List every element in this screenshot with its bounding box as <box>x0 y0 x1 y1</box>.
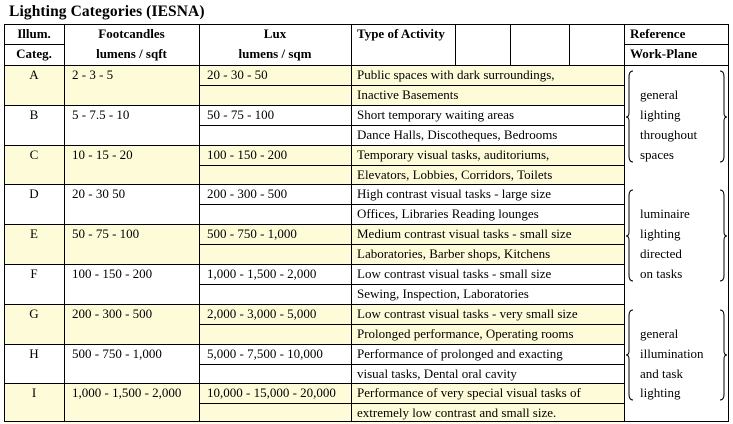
activity-line: Public spaces with dark surroundings, <box>357 67 555 82</box>
category-divider <box>4 105 625 106</box>
footcandles-value: 500 - 750 - 1,000 <box>72 346 162 361</box>
reference-text: and task <box>640 366 683 381</box>
subrow-divider <box>199 244 625 245</box>
table-bottom-border <box>4 421 729 422</box>
category-divider <box>4 264 625 265</box>
activity-line: visual tasks, Dental oral cavity <box>357 366 517 381</box>
header-grid-line <box>455 24 456 66</box>
header-activity: Type of Activity <box>357 26 445 41</box>
footcandles-value: 20 - 30 50 <box>72 186 126 201</box>
activity-line: Prolonged performance, Operating rooms <box>357 326 574 341</box>
header-bottom-border <box>4 65 729 66</box>
subrow-divider <box>199 204 625 205</box>
header-work-plane: Work-Plane <box>630 46 698 61</box>
activity-line: Performance of prolonged and exacting <box>357 346 563 361</box>
subrow-divider <box>199 85 625 86</box>
reference-text: general <box>640 87 679 102</box>
activity-line: Temporary visual tasks, auditoriums, <box>357 147 550 162</box>
subrow-divider <box>199 324 625 325</box>
header-illum: Illum. <box>17 26 51 41</box>
table-top-border <box>4 24 729 25</box>
activity-line: Sewing, Inspection, Laboratories <box>357 286 529 301</box>
activity-line: Laboratories, Barber shops, Kitchens <box>357 246 551 261</box>
header-divider <box>624 44 729 45</box>
reference-text: lighting <box>640 226 681 241</box>
category-letter: H <box>29 346 39 361</box>
category-letter: C <box>29 147 39 162</box>
lux-value: 2,000 - 3,000 - 5,000 <box>207 306 317 321</box>
subrow-divider <box>199 165 625 166</box>
header-footcandles: Footcandles <box>98 26 165 41</box>
activity-line: Dance Halls, Discotheques, Bedrooms <box>357 127 558 142</box>
category-divider <box>4 145 625 146</box>
table-title: Lighting Categories (IESNA) <box>9 3 205 20</box>
category-divider <box>4 184 625 185</box>
category-divider <box>4 224 625 225</box>
activity-line: extremely low contrast and small size. <box>357 405 557 420</box>
header-lux: Lux <box>263 26 287 41</box>
reference-text: general <box>640 326 679 341</box>
category-divider <box>4 304 625 305</box>
header-grid-line <box>569 24 570 66</box>
category-letter: E <box>30 226 38 241</box>
lux-value: 200 - 300 - 500 <box>207 186 288 201</box>
lux-value: 100 - 150 - 200 <box>207 147 288 162</box>
activity-line: High contrast visual tasks - large size <box>357 186 551 201</box>
table-right-border <box>728 24 729 422</box>
activity-line: Elevators, Lobbies, Corridors, Toilets <box>357 167 553 182</box>
table-left-border <box>4 24 5 422</box>
reference-text: illumination <box>640 346 704 361</box>
activity-line: Medium contrast visual tasks - small size <box>357 226 572 241</box>
header-reference: Reference <box>630 26 686 41</box>
lux-value: 1,000 - 1,500 - 2,000 <box>207 266 317 281</box>
category-divider <box>4 344 625 345</box>
footcandles-value: 50 - 75 - 100 <box>72 226 140 241</box>
category-letter: B <box>29 107 39 122</box>
subrow-divider <box>199 403 625 404</box>
category-letter: A <box>29 67 39 82</box>
category-letter: D <box>29 186 39 201</box>
footcandles-value: 1,000 - 1,500 - 2,000 <box>72 385 182 400</box>
footcandles-value: 100 - 150 - 200 <box>72 266 153 281</box>
activity-line: Performance of very special visual tasks of <box>357 385 581 400</box>
footcandles-value: 5 - 7.5 - 10 <box>72 107 130 122</box>
category-letter: F <box>30 266 38 281</box>
column-divider <box>351 24 352 422</box>
activity-line: Low contrast visual tasks - very small size <box>357 306 578 321</box>
reference-text: directed <box>640 246 682 261</box>
lux-value: 50 - 75 - 100 <box>207 107 275 122</box>
header-grid-line <box>510 24 511 66</box>
column-divider <box>64 24 65 422</box>
activity-line: Inactive Basements <box>357 87 459 102</box>
bracket-left <box>625 24 637 421</box>
category-letter: G <box>29 306 39 321</box>
footcandles-value: 10 - 15 - 20 <box>72 147 133 162</box>
subrow-divider <box>199 284 625 285</box>
subrow-divider <box>199 125 625 126</box>
lux-value: 20 - 30 - 50 <box>207 67 268 82</box>
activity-line: Short temporary waiting areas <box>357 107 515 122</box>
header-categ: Categ. <box>16 46 52 61</box>
subrow-divider <box>199 364 625 365</box>
bracket-right <box>716 24 728 421</box>
header-lux-units: lumens / sqm <box>238 46 312 61</box>
activity-line: Low contrast visual tasks - small size <box>357 266 552 281</box>
reference-text: spaces <box>640 147 674 162</box>
lux-value: 500 - 750 - 1,000 <box>207 226 297 241</box>
category-letter: I <box>31 385 37 400</box>
footcandles-value: 2 - 3 - 5 <box>72 67 114 82</box>
reference-text: throughout <box>640 127 698 142</box>
header-fc-units: lumens / sqft <box>96 46 167 61</box>
footcandles-value: 200 - 300 - 500 <box>72 306 153 321</box>
activity-line: Offices, Libraries Reading lounges <box>357 206 539 221</box>
category-divider <box>4 383 625 384</box>
header-divider <box>4 44 65 45</box>
reference-text: lighting <box>640 107 681 122</box>
lux-value: 10,000 - 15,000 - 20,000 <box>207 385 336 400</box>
reference-text: on tasks <box>640 266 683 281</box>
reference-text: luminaire <box>640 206 690 221</box>
column-divider <box>199 24 200 422</box>
reference-text: lighting <box>640 385 681 400</box>
lux-value: 5,000 - 7,500 - 10,000 <box>207 346 323 361</box>
